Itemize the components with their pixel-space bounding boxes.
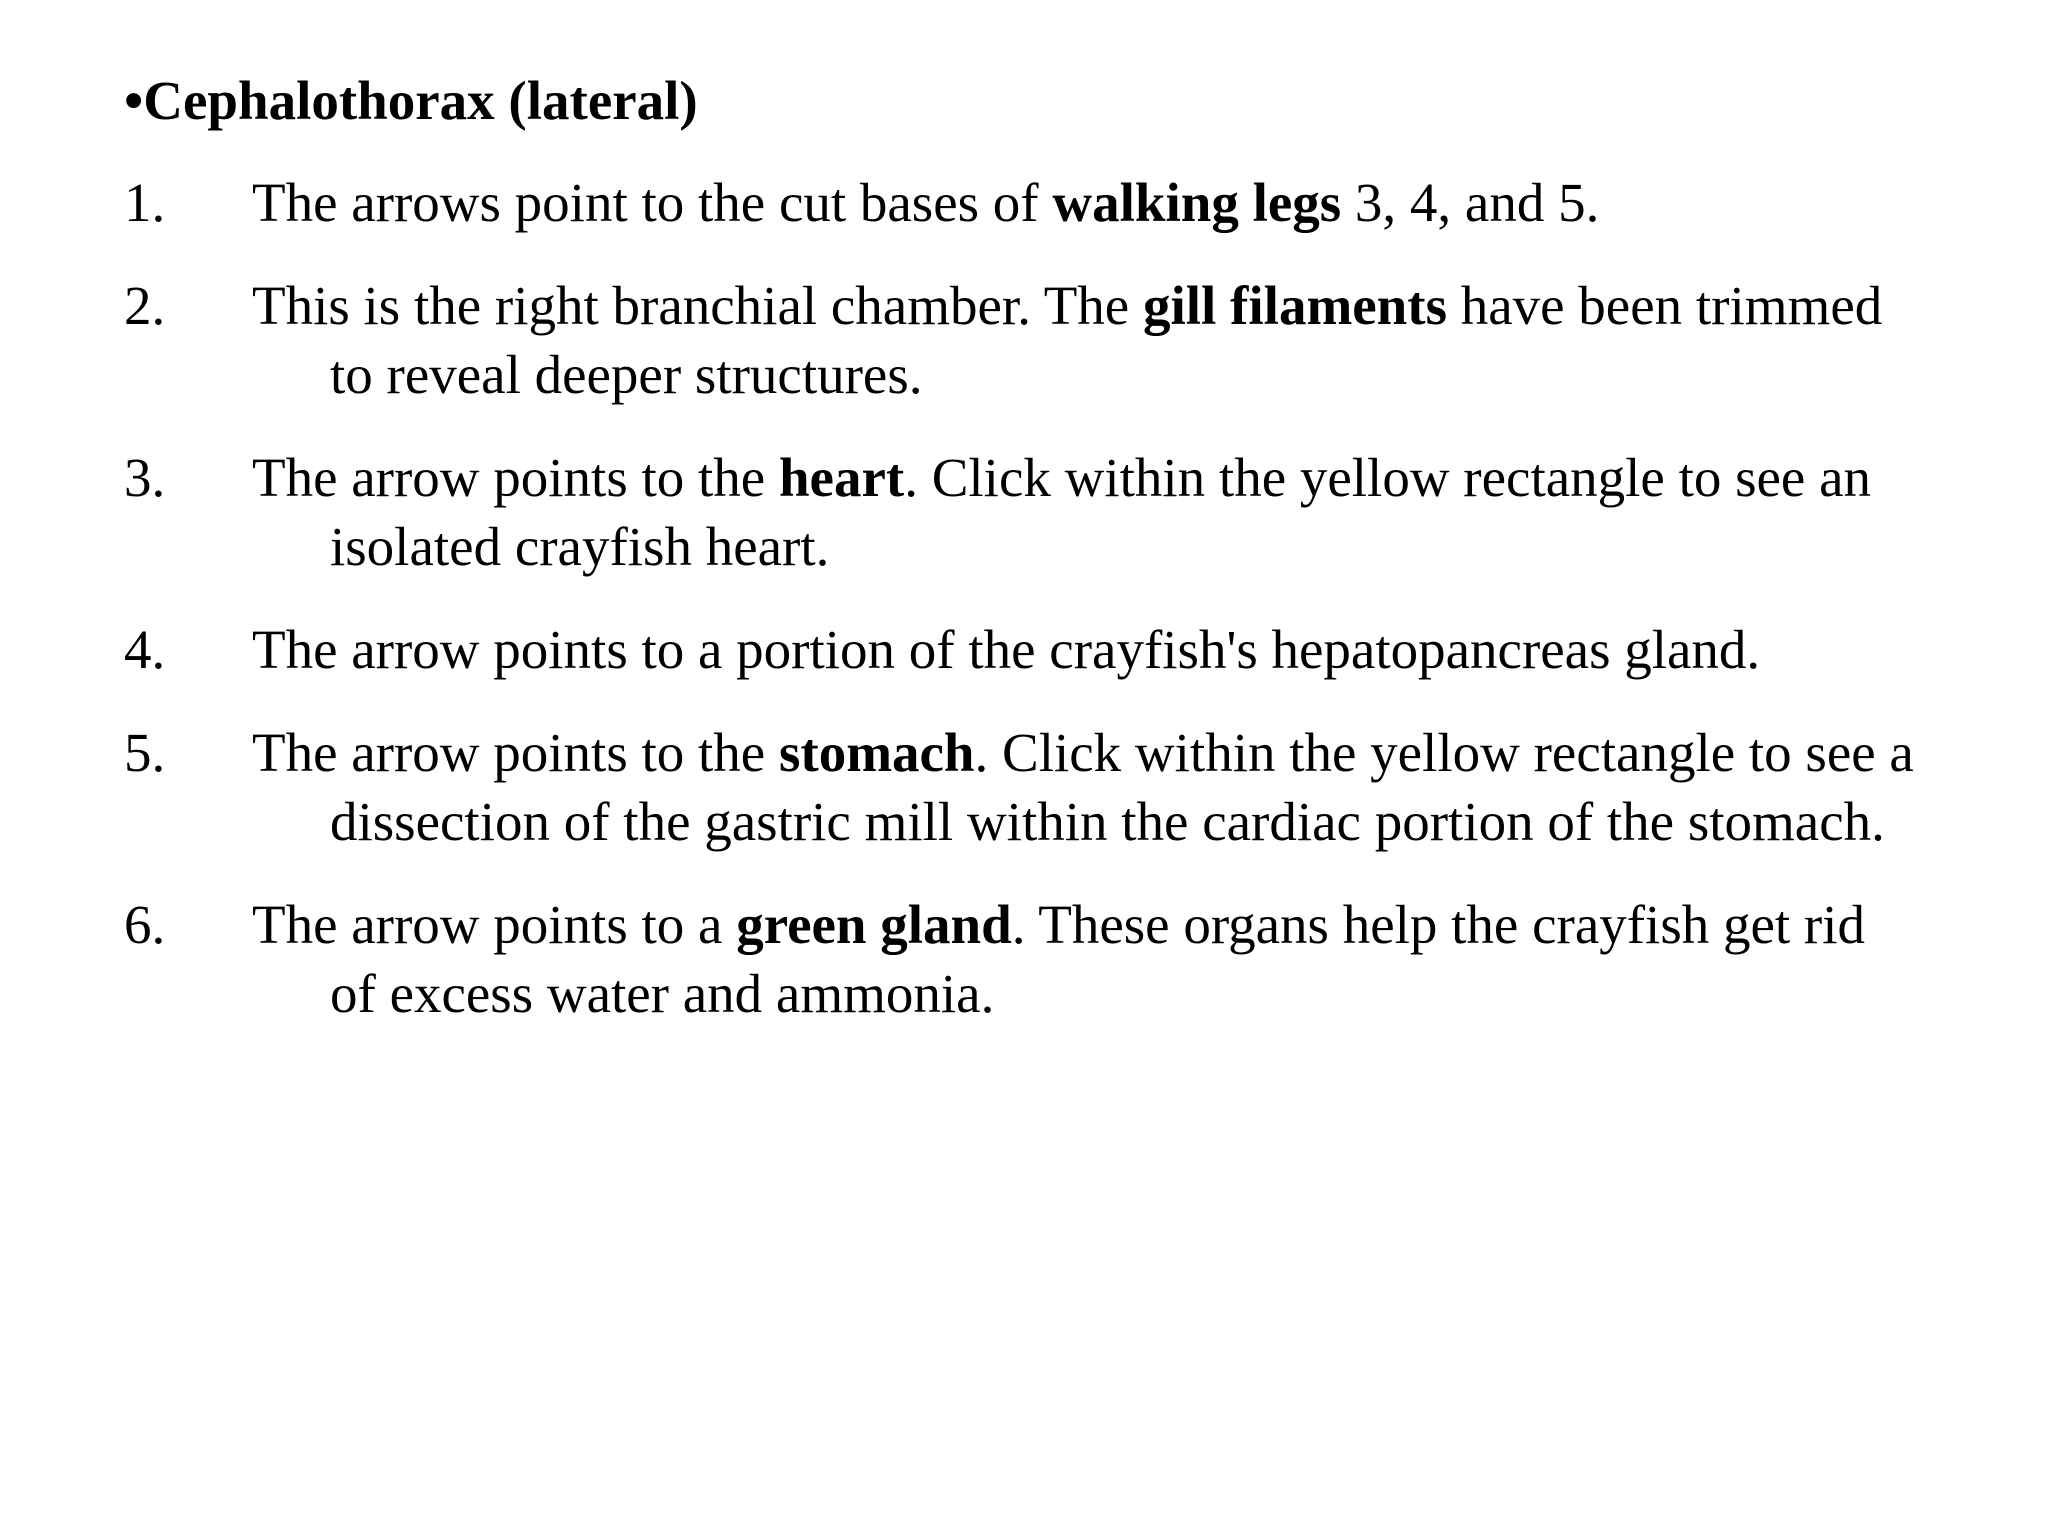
item-text-run: 3, 4, and 5. [1341, 172, 1600, 233]
list-item [124, 718, 1924, 856]
list-item [124, 890, 1924, 1028]
list-item [124, 168, 1924, 237]
item-text [252, 271, 1924, 409]
item-text-run: have been trimmed to reveal deeper structures. [330, 275, 1883, 405]
item-text-bold: walking legs [1052, 172, 1342, 233]
item-text-bold: stomach [778, 722, 975, 783]
item-text [252, 890, 1924, 1028]
list-item [124, 615, 1924, 684]
item-text-run: . Click within the yellow rectangle to see a dissection of the gastric mill within the cardiac portion of the stomach. [330, 722, 1914, 852]
numbered-list [124, 168, 1924, 1062]
list-item [124, 443, 1924, 581]
item-number: 3. [124, 447, 166, 508]
item-text [252, 443, 1924, 581]
item-number: 4. [124, 619, 166, 680]
item-text [252, 718, 1924, 856]
item-text [252, 168, 1924, 237]
item-text-run: The arrow points to the [252, 722, 779, 783]
item-text-run: The arrow points to a [252, 894, 737, 955]
item-number: 6. [124, 894, 166, 955]
list-item [124, 271, 1924, 409]
item-text-run: The arrow points to a portion of the crayfish's hepatopancreas gland. [252, 619, 1761, 680]
item-text-run: . These organs help the crayfish get rid of excess water and ammonia. [330, 894, 1866, 1024]
slide-heading: •Cephalothorax (lateral) [124, 70, 698, 131]
item-text-run: This is the right branchial chamber. The [252, 275, 1143, 336]
item-text-bold: green gland [736, 894, 1012, 955]
item-text [252, 615, 1924, 684]
item-text-run: . Click within the yellow rectangle to see an isolated crayfish heart. [330, 447, 1871, 577]
item-text-run: The arrow points to the [252, 447, 779, 508]
item-text-run: The arrows point to the cut bases of [252, 172, 1053, 233]
item-text-bold: heart [778, 447, 905, 508]
item-number: 1. [124, 172, 166, 233]
item-number: 2. [124, 275, 166, 336]
item-number: 5. [124, 722, 166, 783]
item-text-bold: gill filaments [1142, 275, 1447, 336]
